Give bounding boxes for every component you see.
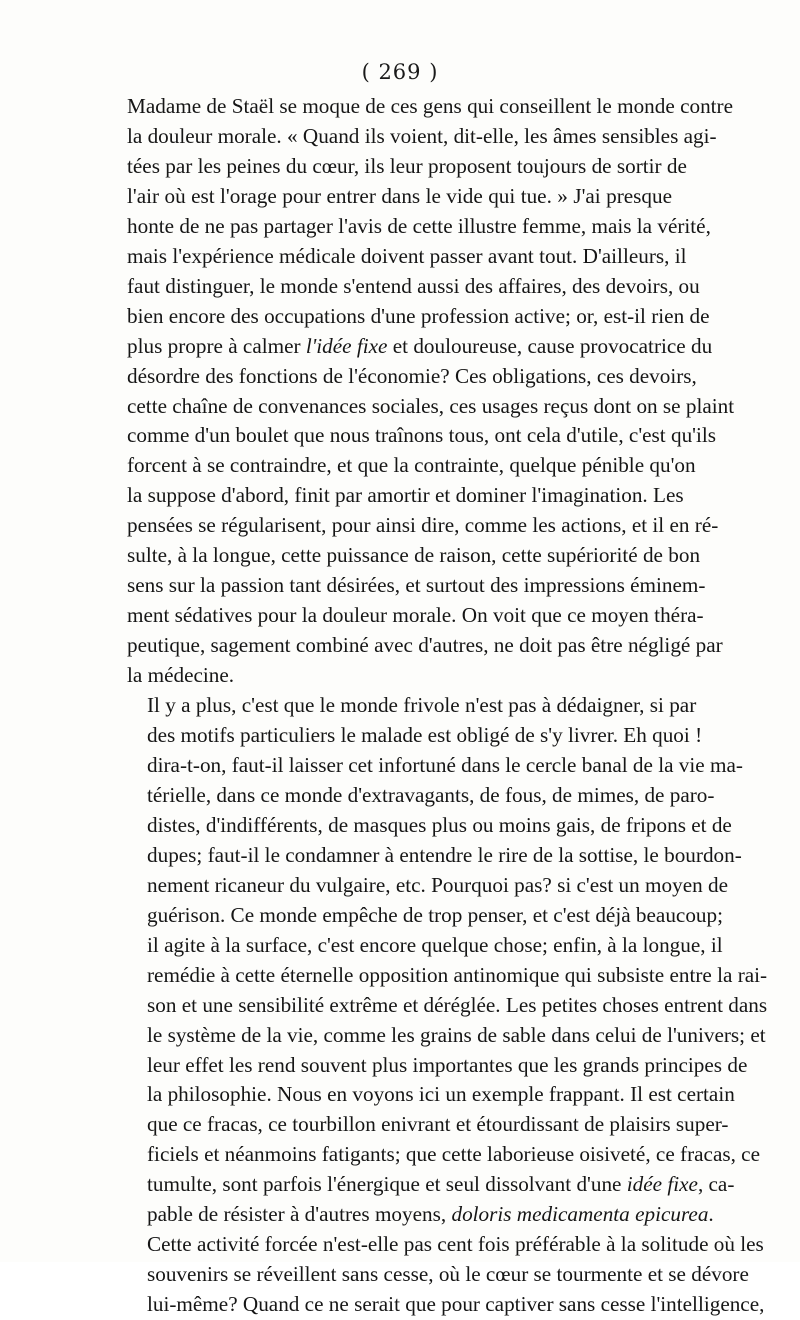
text-line [127,691,697,721]
italic-phrase: idée fixe [626,1172,698,1197]
text-line [127,511,719,541]
body-text [127,92,768,1320]
text-line [127,721,703,751]
text-line [127,122,717,152]
text-run: honte de ne pas partager l'avis de cette illustre femme, mais la vérité, [127,213,711,238]
text-line [127,1290,765,1320]
text-run: nement ricaneur du vulgaire, etc. Pourquoi pas? si c'est un moyen de [147,872,729,897]
text-run: souvenirs se réveillent sans cesse, où le cœur se tourmente et se dévore [147,1262,749,1287]
text-line [127,1260,749,1290]
text-run: des motifs particuliers le malade est obligé de s'y livrer. Eh quoi ! [147,723,703,748]
text-line [127,931,723,961]
text-line [127,481,684,511]
text-line [127,541,701,571]
text-run: la médecine. [127,663,235,688]
text-run: faut distinguer, le monde s'entend aussi des affaires, des devoirs, ou [127,273,700,298]
text-line [127,631,723,661]
text-line [127,362,697,392]
text-run: pensées se régularisent, pour ainsi dire, comme les actions, et il en ré- [127,513,719,538]
text-line [127,871,729,901]
text-line [127,182,672,212]
text-run: remédie à cette éternelle opposition antinomique qui subsiste entre la rai- [147,962,768,987]
text-run: sens sur la passion tant désirées, et surtout des impressions éminem- [127,573,706,598]
text-run: plus propre à calmer [127,333,306,358]
text-run: ment sédatives pour la douleur morale. On voit que ce moyen théra- [127,603,704,628]
text-run: ficiels et néanmoins fatigants; que cette laborieuse oisiveté, ce fracas, ce [147,1142,760,1167]
text-run: l'air où est l'orage pour entrer dans le vide qui tue. » J'ai presque [127,183,672,208]
text-line [127,1140,760,1170]
text-run: Cette activité forcée n'est-elle pas cent fois préférable à la solitude où les [147,1232,764,1257]
text-line [127,901,723,931]
text-line [127,1200,714,1230]
text-line [127,781,715,811]
text-run: tumulte, sont parfois l'énergique et seul dissolvant d'une [147,1172,627,1197]
text-line [127,1110,729,1140]
text-line [127,212,711,242]
text-line [127,961,768,991]
text-run: leur effet les rend souvent plus importantes que les grands principes de [147,1052,748,1077]
text-line [127,841,742,871]
text-run: bien encore des occupations d'une profession active; or, est-il rien de [127,303,710,328]
text-run: dupes; faut-il le condamner à entendre le rire de la sottise, le bourdon- [147,842,742,867]
paragraph-1 [127,92,735,691]
text-run: forcent à se contraindre, et que la contrainte, quelque pénible qu'on [127,453,696,478]
text-run: et douloureuse, cause provocatrice du [387,333,713,358]
text-run: peutique, sagement combiné avec d'autres, ne doit pas être négligé par [127,633,723,658]
text-run: dira-t-on, faut-il laisser cet infortuné dans le cercle banal de la vie ma- [147,752,743,777]
text-line [127,451,696,481]
text-run: tées par les peines du cœur, ils leur proposent toujours de sortir de [127,153,687,178]
text-run: il agite à la surface, c'est encore quelque chose; enfin, à la longue, il [147,932,723,957]
text-run: cette chaîne de convenances sociales, ces usages reçus dont on se plaint [127,393,735,418]
text-run: son et une sensibilité extrême et déréglée. Les petites choses entrent dans [147,992,768,1017]
text-line [127,421,716,451]
text-line [127,991,768,1021]
text-line [127,1021,766,1051]
text-line [127,601,704,631]
italic-phrase: doloris medicamenta epicurea [451,1202,709,1227]
text-run: le système de la vie, comme les grains de sable dans celui de l'univers; et [147,1022,766,1047]
text-run: que ce fracas, ce tourbillon enivrant et étourdissant de plaisirs super- [147,1112,729,1137]
text-line [127,272,700,302]
text-line [127,1051,748,1081]
text-line [127,571,706,601]
text-run: . [708,1202,714,1227]
text-line [127,751,743,781]
text-line [127,302,710,332]
page-number: ( 269 ) [361,60,439,84]
text-line [127,1170,735,1200]
text-run: Il y a plus, c'est que le monde frivole n'est pas à dédaigner, si par [147,693,697,718]
text-run: sulte, à la longue, cette puissance de raison, cette supériorité de bon [127,543,701,568]
text-run: Madame de Staël se moque de ces gens qui conseillent le monde contre [127,94,734,118]
paragraph-2 [127,691,768,1320]
text-run: comme d'un boulet que nous traînons tous, ont cela d'utile, c'est qu'ils [127,423,716,448]
text-run: mais l'expérience médicale doivent passer avant tout. D'ailleurs, il [127,243,687,268]
text-run: , ca- [697,1172,735,1197]
text-run: distes, d'indifférents, de masques plus ou moins gais, de fripons et de [147,812,732,837]
text-run: désordre des fonctions de l'économie? Ces obligations, ces devoirs, [127,363,697,388]
text-line [127,392,735,422]
text-run: térielle, dans ce monde d'extravagants, de fous, de mimes, de paro- [147,782,715,807]
text-line [127,152,687,182]
text-run: la douleur morale. « Quand ils voient, dit-elle, les âmes sensibles agi- [127,123,717,148]
text-line [127,1230,764,1260]
text-line [127,1080,735,1110]
text-line [127,332,713,362]
text-run: la suppose d'abord, finit par amortir et dominer l'imagination. Les [127,483,684,508]
text-line [127,811,732,841]
text-line [127,661,672,691]
italic-phrase: l'idée fixe [305,333,388,358]
text-run: lui-même? Quand ce ne serait que pour captiver sans cesse l'intelligence, [147,1292,765,1317]
text-run: guérison. Ce monde empêche de trop penser, et c'est déjà beaucoup; [147,902,723,927]
text-run: la philosophie. Nous en voyons ici un exemple frappant. Il est certain [147,1082,735,1107]
text-line [127,242,687,272]
text-run: pable de résister à d'autres moyens, [147,1202,452,1227]
text-line [127,92,734,122]
